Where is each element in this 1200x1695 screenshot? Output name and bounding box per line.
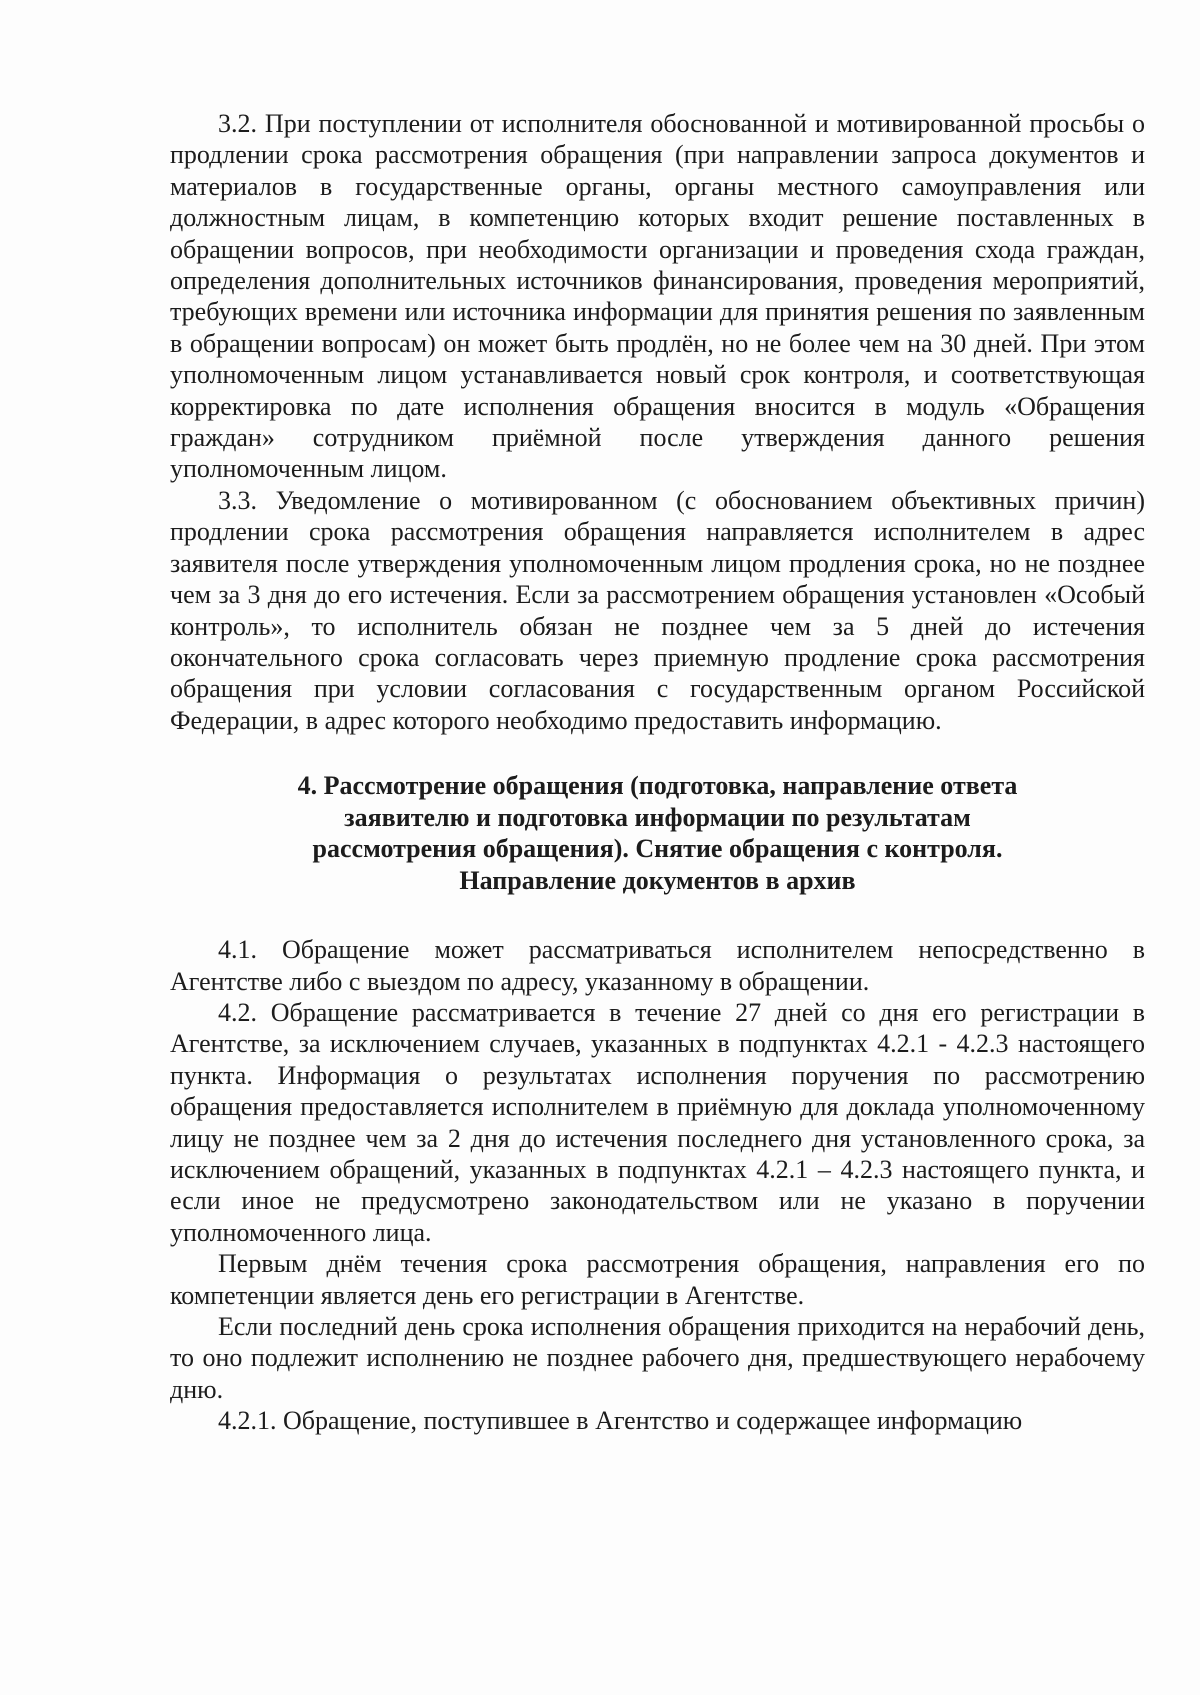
document-body (170, 108, 1145, 1437)
paragraph-first-day: Первым днём течения срока рассмотрения обращения, направления его по компетенции является день его регистрации в Агентстве. (170, 1249, 1145, 1310)
heading-line: заявителю и подготовка информации по результатам (344, 802, 971, 832)
paragraph-3-3: 3.3. Уведомление о мотивированном (с обоснованием объективных причин) продлении срока рассмотрения обращения направляется исполнителем в адрес заявителя после утверждения уполномоченным лицом продления срока, но не позднее чем за 3 дня до его истечения. Если за рассмотрением обращения установлен «Особый контроль», то исполнитель обязан не позднее чем за 5 дней до истечения окончательного срока согласовать через приемную продление срока рассмотрения обращения при условии согласования с государственным органом Российской Федерации, в адрес которого необходимо предоставить информацию. (170, 485, 1145, 735)
paragraph-4-2-1: 4.2.1. Обращение, поступившее в Агентство и содержащее информацию (218, 1406, 1023, 1436)
paragraph-4-2: 4.2. Обращение рассматривается в течение 27 дней со дня его регистрации в Агентстве, за исключением случаев, указанных в подпунктах 4.2.1 - 4.2.3 настоящего пункта. Информация о результатах исполнения поручения по рассмотрению обращения предоставляется исполнителем в приёмную для доклада уполномоченному лицу не позднее чем за 2 дня до истечения последнего дня установленного срока, за исключением обращений, указанных в подпунктах 4.2.1 – 4.2.3 настоящего пункта, и если иное не предусмотрено законодательством или не указано в поручении уполномоченного лица. (170, 997, 1145, 1247)
paragraph-3-2: 3.2. При поступлении от исполнителя обоснованной и мотивированной просьбы о продлении срока рассмотрения обращения (при направлении запроса документов и материалов в государственные органы, органы местного самоуправления или должностным лицам, в компетенцию которых входит решение поставленных в обращении вопросов, при необходимости организации и проведения схода граждан, определения дополнительных источников финансирования, проведения мероприятий, требующих времени или источника информации для принятия решения по заявленным в обращении вопросам) он может быть продлён, но не более чем на 30 дней. При этом уполномоченным лицом устанавливается новый срок контроля, и соответствующая корректировка по дате исполнения обращения вносится в модуль «Обращения граждан» сотрудником приёмной после утверждения данного решения уполномоченным лицом. (170, 109, 1145, 484)
heading-line: Направление документов в архив (459, 865, 856, 895)
heading-line: 4. Рассмотрение обращения (подготовка, направление ответа (297, 771, 1018, 801)
paragraph-4-1: 4.1. Обращение может рассматриваться исполнителем непосредственно в Агентстве либо с выездом по адресу, указанному в обращении. (170, 935, 1145, 996)
heading-line: рассмотрения обращения). Снятие обращения с контроля. (312, 834, 1003, 864)
section-4-heading (210, 770, 1105, 896)
paragraph-last-day: Если последний день срока исполнения обращения приходится на нерабочий день, то оно подлежит исполнению не позднее рабочего дня, предшествующего нерабочему дню. (170, 1312, 1145, 1404)
